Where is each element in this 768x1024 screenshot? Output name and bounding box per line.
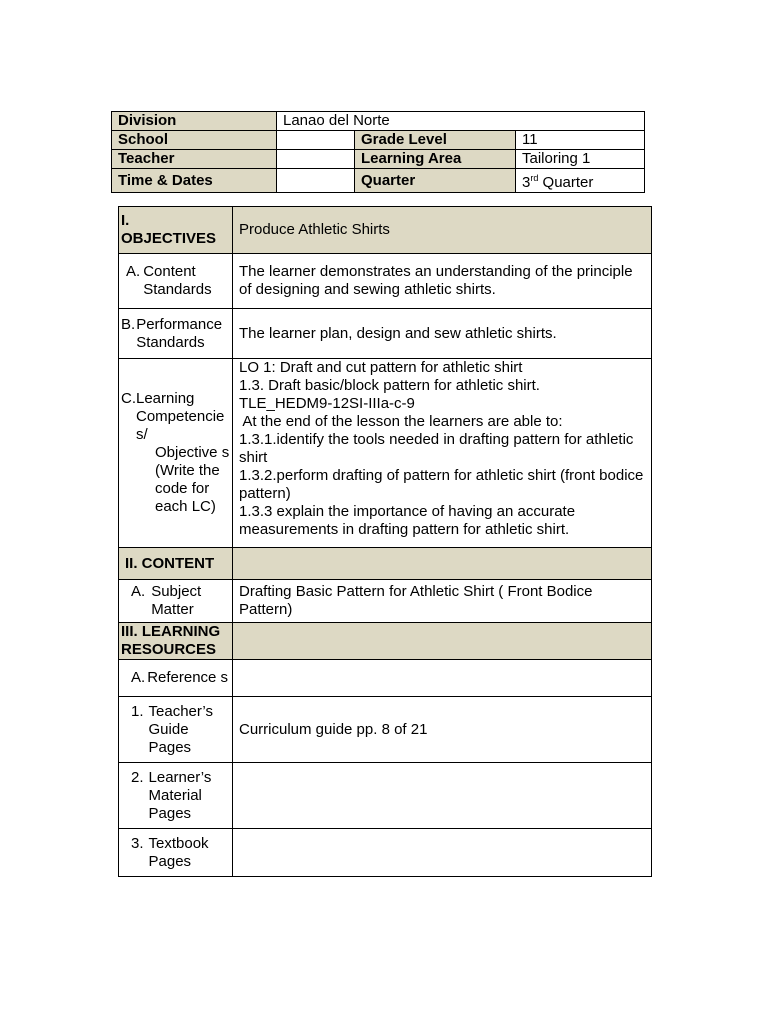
textbook-pages-label: 3. Textbook Pages: [119, 829, 233, 877]
division-label: Division: [112, 112, 277, 131]
competency-line: At the end of the lesson the learners are able to:: [239, 413, 563, 430]
grade-level-value: 11: [516, 131, 645, 150]
content-standards-value: The learner demonstrates an understanding of the principle of designing and sewing athletic shirts.: [233, 254, 652, 309]
header-table: [111, 111, 645, 193]
quarter-value: 3rd Quarter: [516, 169, 645, 193]
teachers-guide-value: Curriculum guide pp. 8 of 21: [233, 697, 652, 763]
competency-line: TLE_HEDM9-12SI-IIIa-c-9: [239, 395, 415, 412]
resources-section-value: [233, 623, 652, 660]
competency-line: LO 1: Draft and cut pattern for athletic shirt: [239, 359, 523, 376]
subject-matter-label: A. Subject Matter: [119, 580, 233, 623]
school-value: [277, 131, 355, 150]
competency-line: 1.3.3 explain the importance of having an accurate measurements in drafting pattern for athletic shirt.: [239, 503, 576, 538]
textbook-pages-value: [233, 829, 652, 877]
learners-material-label: 2. Learner’s Material Pages: [119, 763, 233, 829]
subject-matter-value: Drafting Basic Pattern for Athletic Shirt ( Front Bodice Pattern): [233, 580, 652, 623]
resources-section-label: III. LEARNING RESOURCES: [119, 623, 233, 660]
references-value: [233, 660, 652, 697]
performance-standards-label: B. Performance Standards: [119, 309, 233, 359]
objectives-label: I. OBJECTIVES: [119, 207, 233, 254]
teachers-guide-label: 1. Teacher’s Guide Pages: [119, 697, 233, 763]
teacher-value: [277, 150, 355, 169]
time-dates-label: Time & Dates: [112, 169, 277, 193]
learning-area-value: Tailoring 1: [516, 150, 645, 169]
competency-line: 1.3. Draft basic/block pattern for athletic shirt.: [239, 377, 540, 394]
time-dates-value: [277, 169, 355, 193]
lesson-plan-table: [118, 206, 652, 877]
division-value: Lanao del Norte: [277, 112, 645, 131]
content-standards-label: A. Content Standards: [119, 254, 233, 309]
grade-level-label: Grade Level: [355, 131, 516, 150]
competency-line: 1.3.1.identify the tools needed in drafting pattern for athletic shirt: [239, 431, 634, 466]
objectives-value: Produce Athletic Shirts: [233, 207, 652, 254]
content-section-value: [233, 548, 652, 580]
competencies-value: [233, 359, 652, 548]
school-label: School: [112, 131, 277, 150]
quarter-label: Quarter: [355, 169, 516, 193]
teacher-label: Teacher: [112, 150, 277, 169]
performance-standards-value: The learner plan, design and sew athletic shirts.: [233, 309, 652, 359]
competencies-label: C. Learning Competencie s/ Objective s (Write the code for each LC): [119, 359, 233, 548]
learning-area-label: Learning Area: [355, 150, 516, 169]
content-section-label: II. CONTENT: [119, 548, 233, 580]
references-label: A. Reference s: [119, 660, 233, 697]
learners-material-value: [233, 763, 652, 829]
competency-line: 1.3.2.perform drafting of pattern for athletic shirt (front bodice pattern): [239, 467, 644, 502]
